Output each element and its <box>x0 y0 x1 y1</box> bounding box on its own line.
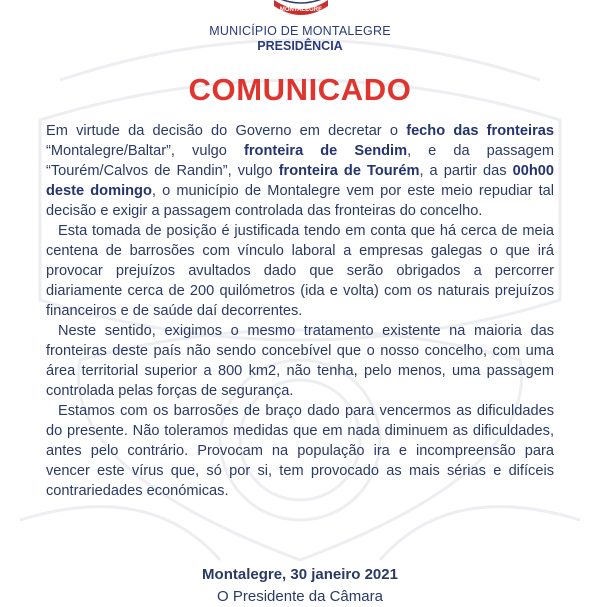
paragraph-4: Estamos com os barrosões de braço dado para vencermos as dificuldades do presente. Não toleramos medidas que em nada diminuem as dificuldades, antes pelo contrário. Provocam na população ira e incompreensão para vencer este vírus que, só por si, tem provocado as mais sérias e difíceis contrariedades económicas. <box>46 403 554 499</box>
paragraph-2: Esta tomada de posição é justificada tendo em conta que há cerca de meia centena de barrosões com vínculo laboral a empresas galegas o que irá provocar prejuízos avultados dado que serão obrigados a percorrer diariamente cerca de 200 quilómetros (ida e volta) com os naturais prejuízos financeiros e de saúde daí decorrentes. <box>46 223 554 319</box>
p1-text: , a partir das <box>419 163 513 179</box>
department-name: PRESIDÊNCIA <box>257 39 343 53</box>
p1-text: , o município de Montalegre vem por este meio repudiar tal decisão e exigir a passagem controlada das fronteiras do concelho. <box>46 183 554 219</box>
paragraph-1 <box>46 121 554 221</box>
header <box>0 24 600 54</box>
p1-text: “Montalegre/Baltar”, vulgo <box>46 143 244 159</box>
municipality-name: MUNICÍPIO DE MONTALEGRE <box>209 24 391 38</box>
municipal-crest-icon <box>262 0 340 16</box>
p1-bold-time: 00h00 deste domingo <box>46 163 554 199</box>
p1-bold-sendim: fronteira de Sendim <box>243 143 408 159</box>
place-date: Montalegre, 30 janeiro 2021 <box>202 566 398 583</box>
p1-text: , e da passagem “Tourém/Calvos de Randin”, vulgo <box>46 143 554 179</box>
paragraph-3: Neste sentido, exigimos o mesmo tratamento existente na maioria das fronteiras deste país não sendo concebível que o nosso concelho, com uma área territorial superior a 800 km2, não tenha, pelo menos, uma passagem controlada pelas forças de segurança. <box>46 323 554 399</box>
signatory-role: O Presidente da Câmara <box>217 588 383 605</box>
document-title: COMUNICADO <box>188 72 412 107</box>
p1-bold-fecho: fecho das fronteiras <box>406 123 554 139</box>
document-body <box>46 121 554 501</box>
crest-text: MONTALEGRE <box>279 7 323 13</box>
p1-text: Em virtude da decisão do Governo em decretar o <box>46 123 407 139</box>
p1-bold-tourem: fronteira de Tourém <box>278 163 420 179</box>
